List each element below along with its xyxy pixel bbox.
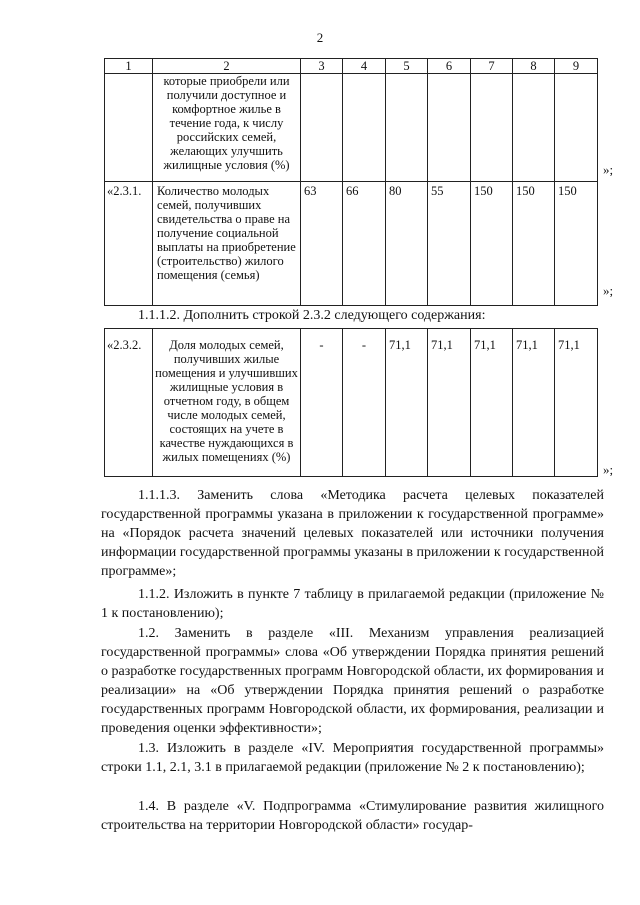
row-value: 71,1 bbox=[386, 329, 428, 477]
row-value bbox=[428, 74, 471, 182]
row-value: 71,1 bbox=[513, 329, 555, 477]
header-cell: 8 bbox=[513, 59, 555, 74]
row-value bbox=[513, 74, 555, 182]
table-row bbox=[105, 74, 598, 182]
table-row bbox=[105, 329, 598, 477]
paragraph bbox=[101, 486, 604, 581]
header-cell: 5 bbox=[386, 59, 428, 74]
paragraph bbox=[101, 624, 604, 738]
row-end-quote: »; bbox=[603, 283, 614, 298]
header-cell: 4 bbox=[343, 59, 386, 74]
row-description: которые приобрели или получили доступное и комфортное жилье в течение года, к числу российских семей, желающих улучшить жилищные условия (%) bbox=[153, 74, 301, 182]
row-value: 150 bbox=[513, 182, 555, 306]
row-value: 150 bbox=[555, 182, 598, 306]
row-value: 150 bbox=[471, 182, 513, 306]
paragraph-text: 1.1.1.2. Дополнить строкой 2.3.2 следующего содержания: bbox=[138, 308, 486, 323]
row-value bbox=[555, 74, 598, 182]
row-value bbox=[343, 74, 386, 182]
paragraph-text: 1.1.1.3. Заменить слова «Методика расчета целевых показателей государственной программы указана в приложении к государственной программе» на «Порядок расчета значений целевых показателей или источники получения информации государственной программы указаны в приложении к государственной программе»; bbox=[101, 488, 604, 579]
row-description: Доля молодых семей, получивших жилые помещения и улучшивших жилищные условия в отчетном году, в общем числе молодых семей, состоящих на учете в качестве нуждающихся в жилых помещениях (%) bbox=[153, 329, 301, 477]
row-end-quote: »; bbox=[603, 162, 614, 177]
row-value bbox=[386, 74, 428, 182]
paragraph bbox=[101, 585, 604, 623]
paragraph-text: 1.1.2. Изложить в пункте 7 таблицу в прилагаемой редакции (приложение № 1 к постановлению); bbox=[101, 587, 604, 621]
header-cell: 6 bbox=[428, 59, 471, 74]
row-value bbox=[301, 74, 343, 182]
row-description: Количество молодых семей, получивших свидетельства о праве на получение социальной выплаты на приобретение (строительство) жилого помещения (семья) bbox=[153, 182, 301, 306]
paragraph bbox=[101, 306, 604, 325]
page-number: 2 bbox=[316, 30, 324, 45]
paragraph-text: 1.3. Изложить в разделе «IV. Мероприятия государственной программы» строки 1.1, 2.1, 3.1 в прилагаемой редакции (приложение № 2 к постановлению); bbox=[101, 741, 604, 775]
paragraph-text: 1.2. Заменить в разделе «III. Механизм управления реализацией государственной программы» слова «Об утверждении Порядка принятия решений о разработке государственных программ Новгородской области, их формирования и реализации» на «Об утверждении Порядка принятия решений о разработке государственных программ Новгородской области, их формирования, реализации и проведения оценки эффективности»; bbox=[101, 626, 604, 736]
row-code: «2.3.2. bbox=[105, 329, 153, 477]
header-cell: 7 bbox=[471, 59, 513, 74]
row-value: 71,1 bbox=[471, 329, 513, 477]
row-value: 66 bbox=[343, 182, 386, 306]
row-code bbox=[105, 74, 153, 182]
paragraph bbox=[101, 797, 604, 835]
row-value: 80 bbox=[386, 182, 428, 306]
row-value: - bbox=[301, 329, 343, 477]
row-value: 71,1 bbox=[555, 329, 598, 477]
row-value: 71,1 bbox=[428, 329, 471, 477]
indicators-table bbox=[104, 58, 598, 306]
table-row bbox=[105, 182, 598, 306]
row-end-quote: »; bbox=[603, 462, 614, 477]
header-cell: 9 bbox=[555, 59, 598, 74]
row-value: 55 bbox=[428, 182, 471, 306]
header-cell: 3 bbox=[301, 59, 343, 74]
row-value bbox=[471, 74, 513, 182]
paragraph bbox=[101, 739, 604, 777]
paragraph-text: 1.4. В разделе «V. Подпрограмма «Стимулирование развития жилищного строительства на территории Новгородской области» государ- bbox=[101, 799, 604, 833]
header-cell: 1 bbox=[105, 59, 153, 74]
new-row-table bbox=[104, 328, 598, 477]
row-code: «2.3.1. bbox=[105, 182, 153, 306]
row-value: - bbox=[343, 329, 386, 477]
row-value: 63 bbox=[301, 182, 343, 306]
table-header-row bbox=[105, 59, 598, 74]
header-cell: 2 bbox=[153, 59, 301, 74]
